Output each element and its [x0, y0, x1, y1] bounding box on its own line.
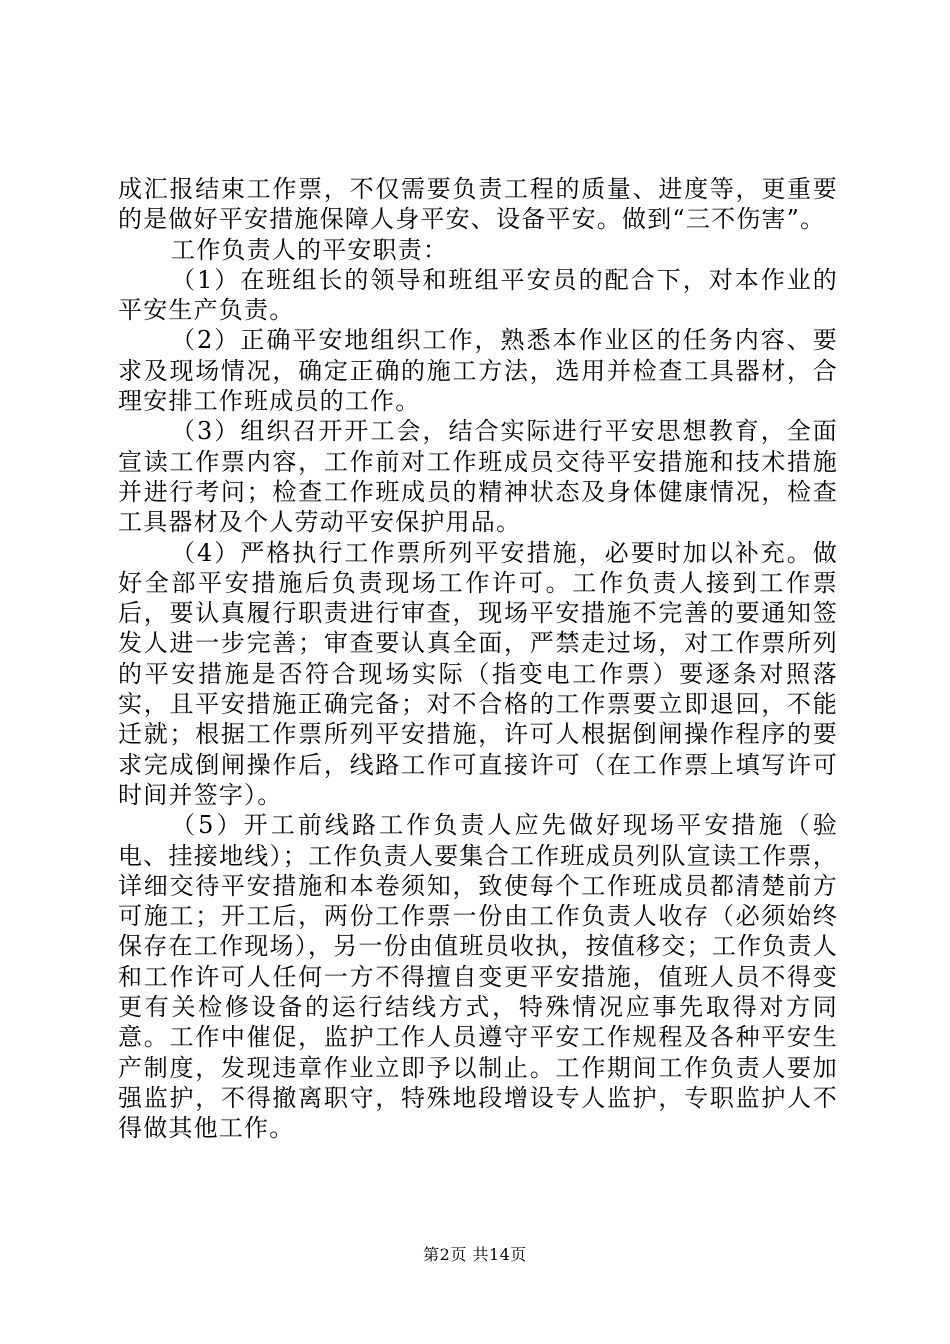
- paragraph-item-3: （3）组织召开开工会，结合实际进行平安思想教育，全面宣读工作票内容，工作前对工作班成员交待平安措施和技术措施并进行考问；检查工作班成员的精神状态及身体健康情况，检查工具器材及个人劳动平安保护用品。: [118, 417, 838, 537]
- paragraph-item-5: （5）开工前线路工作负责人应先做好现场平安措施（验电、挂接地线）；工作负责人要集合工作班成员列队宣读工作票，详细交待平安措施和本卷须知，致使每个工作班成员都清楚前方可施工；开工后，两份工作票一份由工作负责人收存（必须始终保存在工作现场），另一份由值班员收执，按值移交；工作负责人和工作许可人任何一方不得擅自变更平安措施，值班人员不得变更有关检修设备的运行结线方式，特殊情况应事先取得对方同意。工作中催促，监护工作人员遵守平安工作规程及各种平安生产制度，发现违章作业立即予以制止。工作期间工作负责人要加强监护，不得撤离职守，特殊地段增设专人监护，专职监护人不得做其他工作。: [118, 811, 838, 1143]
- paragraph-section-heading: 工作负责人的平安职责：: [171, 235, 449, 264]
- paragraph-item-4: （4）严格执行工作票所列平安措施，必要时加以补充。做好全部平安措施后负责现场工作许可。工作负责人接到工作票后，要认真履行职责进行审查，现场平安措施不完善的要通知签发人进一步完善；审查要认真全面，严禁走过场，对工作票所列的平安措施是否符合现场实际（指变电工作票）要逐条对照落实，且平安措施正确完备；对不合格的工作票要立即退回，不能迁就；根据工作票所列平安措施，许可人根据倒闸操作程序的要求完成倒闸操作后，线路工作可直接许可（在工作票上填写许可时间并签字）。: [118, 538, 838, 809]
- page-number-footer: 第2页 共14页: [423, 1245, 527, 1264]
- paragraph-item-1: （1）在班组长的领导和班组平安员的配合下，对本作业的平安生产负责。: [118, 265, 838, 325]
- paragraph-item-2: （2）正确平安地组织工作，熟悉本作业区的任务内容、要求及现场情况，确定正确的施工方法，选用并检查工具器材，合理安排工作班成员的工作。: [118, 326, 838, 416]
- paragraph-continuation: 成汇报结束工作票，不仅需要负责工程的质量、进度等，更重要的是做好平安措施保障人身平安、设备平安。做到“三不伤害”。: [118, 175, 838, 234]
- document-body: [118, 174, 838, 1144]
